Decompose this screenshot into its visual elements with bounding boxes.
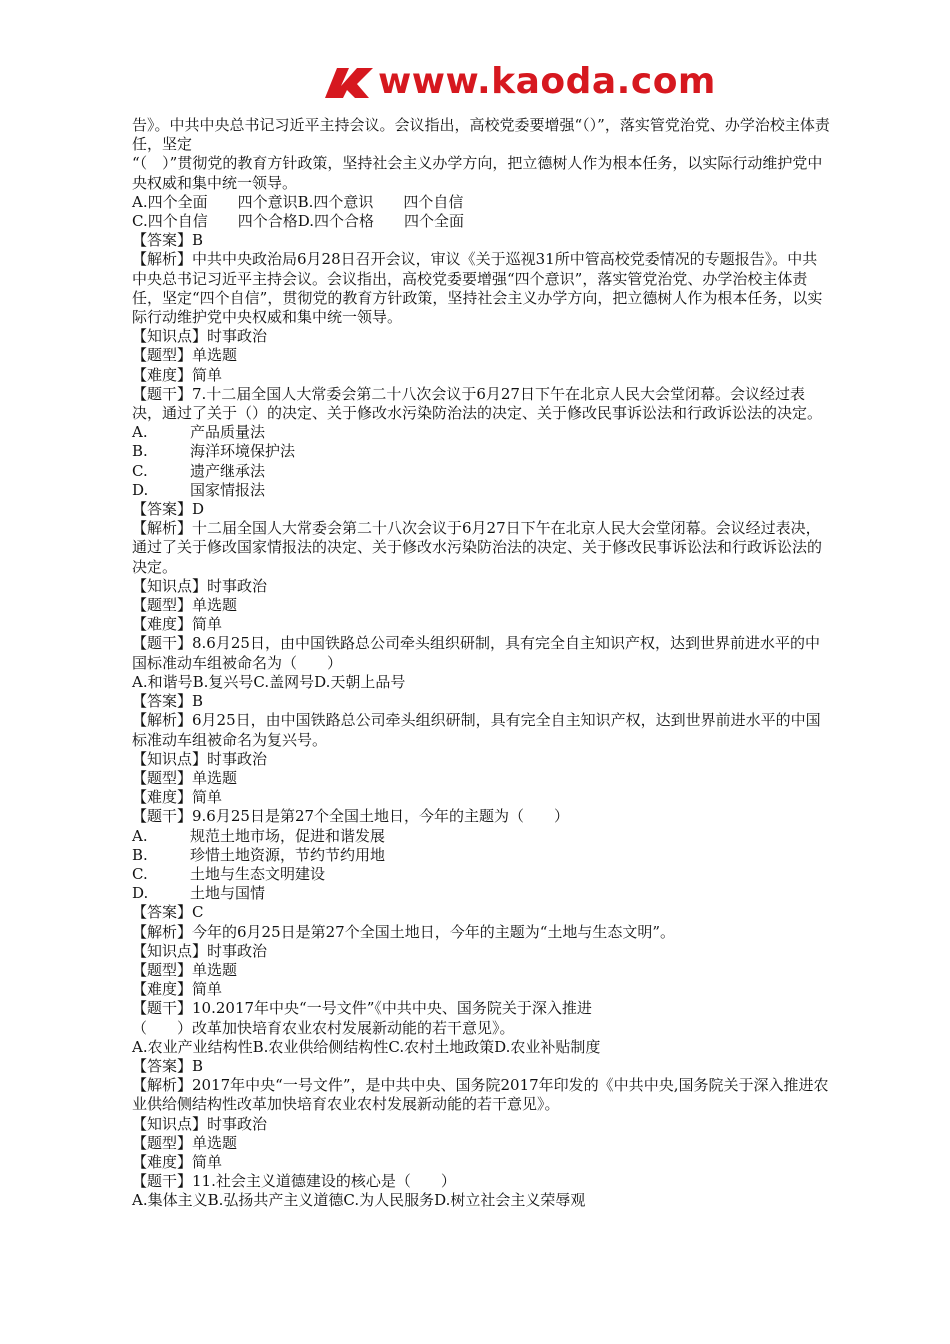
type-line: 【题型】单选题 (132, 346, 238, 365)
option-line: A.农业产业结构性B.农业供给侧结构性C.农村土地政策D.农业补贴制度 (132, 1037, 601, 1056)
knowledge-line: 【知识点】时事政治 (132, 576, 268, 595)
knowledge-line: 【知识点】时事政治 (132, 749, 268, 768)
difficulty-line: 【难度】简单 (132, 788, 223, 807)
question-line: 【题干】7.十二届全国人大常委会第二十八次会议于6月27日下午在北京人民大会堂闭幕。会议经过表决，通过了关于（）的决定、关于修改水污染防治法的决定、关于修改民事诉讼法和行政诉讼法的决定。 (132, 384, 823, 423)
option-item: B. 珍惜土地资源，节约节约用地 (132, 845, 386, 864)
option-line: A.集体主义B.弘扬共产主义道德C.为人民服务D.树立社会主义荣辱观 (132, 1191, 586, 1210)
difficulty-line: 【难度】简单 (132, 980, 223, 999)
option-item: A. 产品质量法 (132, 423, 266, 442)
kaoda-logo-icon (323, 64, 383, 100)
question-line: （ ）改革加快培育农业农村发展新动能的若干意见》。 (132, 1018, 515, 1037)
analysis-line: 【解析】今年的6月25日是第27个全国土地日，今年的主题为“土地与生态文明”。 (132, 922, 676, 941)
knowledge-line: 【知识点】时事政治 (132, 941, 268, 960)
analysis-line: 【解析】2017年中央“一号文件”，是中共中央、国务院2017年印发的《中共中央,国务院关于深入推进农业供给侧结构性改革加快培育农业农村发展新动能的若干意见》。 (132, 1076, 829, 1114)
analysis-line: 【解析】十二届全国人大常委会第二十八次会议于6月27日下午在北京人民大会堂闭幕。会议经过表决，通过了关于修改国家情报法的决定、关于修改水污染防治法的决定、关于修改民事诉讼法和行政诉讼法的决定。 (132, 519, 823, 576)
question-line: 【题干】10.2017年中央“一号文件”《中共中央、国务院关于深入推进 (132, 999, 592, 1018)
analysis-line: 【解析】中共中央政治局6月28日召开会议，审议《关于巡视31所中管高校党委情况的专题报告》。中共中央总书记习近平主持会议。会议指出，高校党委要增强“四个意识”，落实管党治党、办学治校主体责任，坚定“四个自信”，贯彻党的教育方针政策，坚持社会主义办学方向，把立德树人作为根本任务，以实际行动维护党中央权威和集中统一领导。 (132, 250, 823, 327)
type-line: 【题型】单选题 (132, 960, 238, 979)
analysis-line: 【解析】6月25日，由中国铁路总公司牵头组织研制，具有完全自主知识产权，达到世界前进水平的中国标准动车组被命名为复兴号。 (132, 711, 821, 749)
option-item: D. 国家情报法 (132, 480, 266, 499)
option-item: A. 规范土地市场，促进和谐发展 (132, 826, 386, 845)
option-item: D. 土地与国情 (132, 884, 266, 903)
option-item: C. 土地与生态文明建设 (132, 864, 326, 883)
text-line: 告》。中共中央总书记习近平主持会议。会议指出，高校党委要增强“（）”，落实管党治党、办学治校主体责任，坚定 (132, 116, 830, 154)
option-line: A.和谐号B.复兴号C.盖网号D.天朝上品号 (132, 672, 406, 691)
question-line: 【题干】11.社会主义道德建设的核心是（ ） (132, 1172, 456, 1191)
knowledge-line: 【知识点】时事政治 (132, 327, 268, 346)
text-line: “（ ）”贯彻党的教育方针政策，坚持社会主义办学方向，把立德树人作为根本任务，以实际行动维护党中央权威和集中统一领导。 (132, 154, 823, 192)
document-body (132, 116, 832, 1211)
answer-line: 【答案】B (132, 231, 204, 250)
option-item: C. 遗产继承法 (132, 461, 266, 480)
answer-line: 【答案】B (132, 1056, 204, 1075)
option-line: A.四个全面 四个意识B.四个意识 四个自信 (132, 192, 464, 211)
option-line: C.四个自信 四个合格D.四个合格 四个全面 (132, 212, 464, 231)
type-line: 【题型】单选题 (132, 768, 238, 787)
difficulty-line: 【难度】简单 (132, 615, 223, 634)
type-line: 【题型】单选题 (132, 1133, 238, 1152)
option-item: B. 海洋环境保护法 (132, 442, 296, 461)
difficulty-line: 【难度】简单 (132, 365, 223, 384)
question-line: 【题干】9.6月25日是第27个全国土地日，今年的主题为（ ） (132, 807, 570, 826)
answer-line: 【答案】B (132, 692, 204, 711)
knowledge-line: 【知识点】时事政治 (132, 1114, 268, 1133)
difficulty-line: 【难度】简单 (132, 1152, 223, 1171)
page-header (0, 60, 950, 110)
answer-line: 【答案】C (132, 903, 204, 922)
question-line: 【题干】8.6月25日，由中国铁路总公司牵头组织研制，具有完全自主知识产权，达到世界前进水平的中国标准动车组被命名为（ ） (132, 634, 820, 672)
type-line: 【题型】单选题 (132, 596, 238, 615)
site-logo-text: www.kaoda.com (378, 61, 716, 102)
answer-line: 【答案】D (132, 500, 205, 519)
